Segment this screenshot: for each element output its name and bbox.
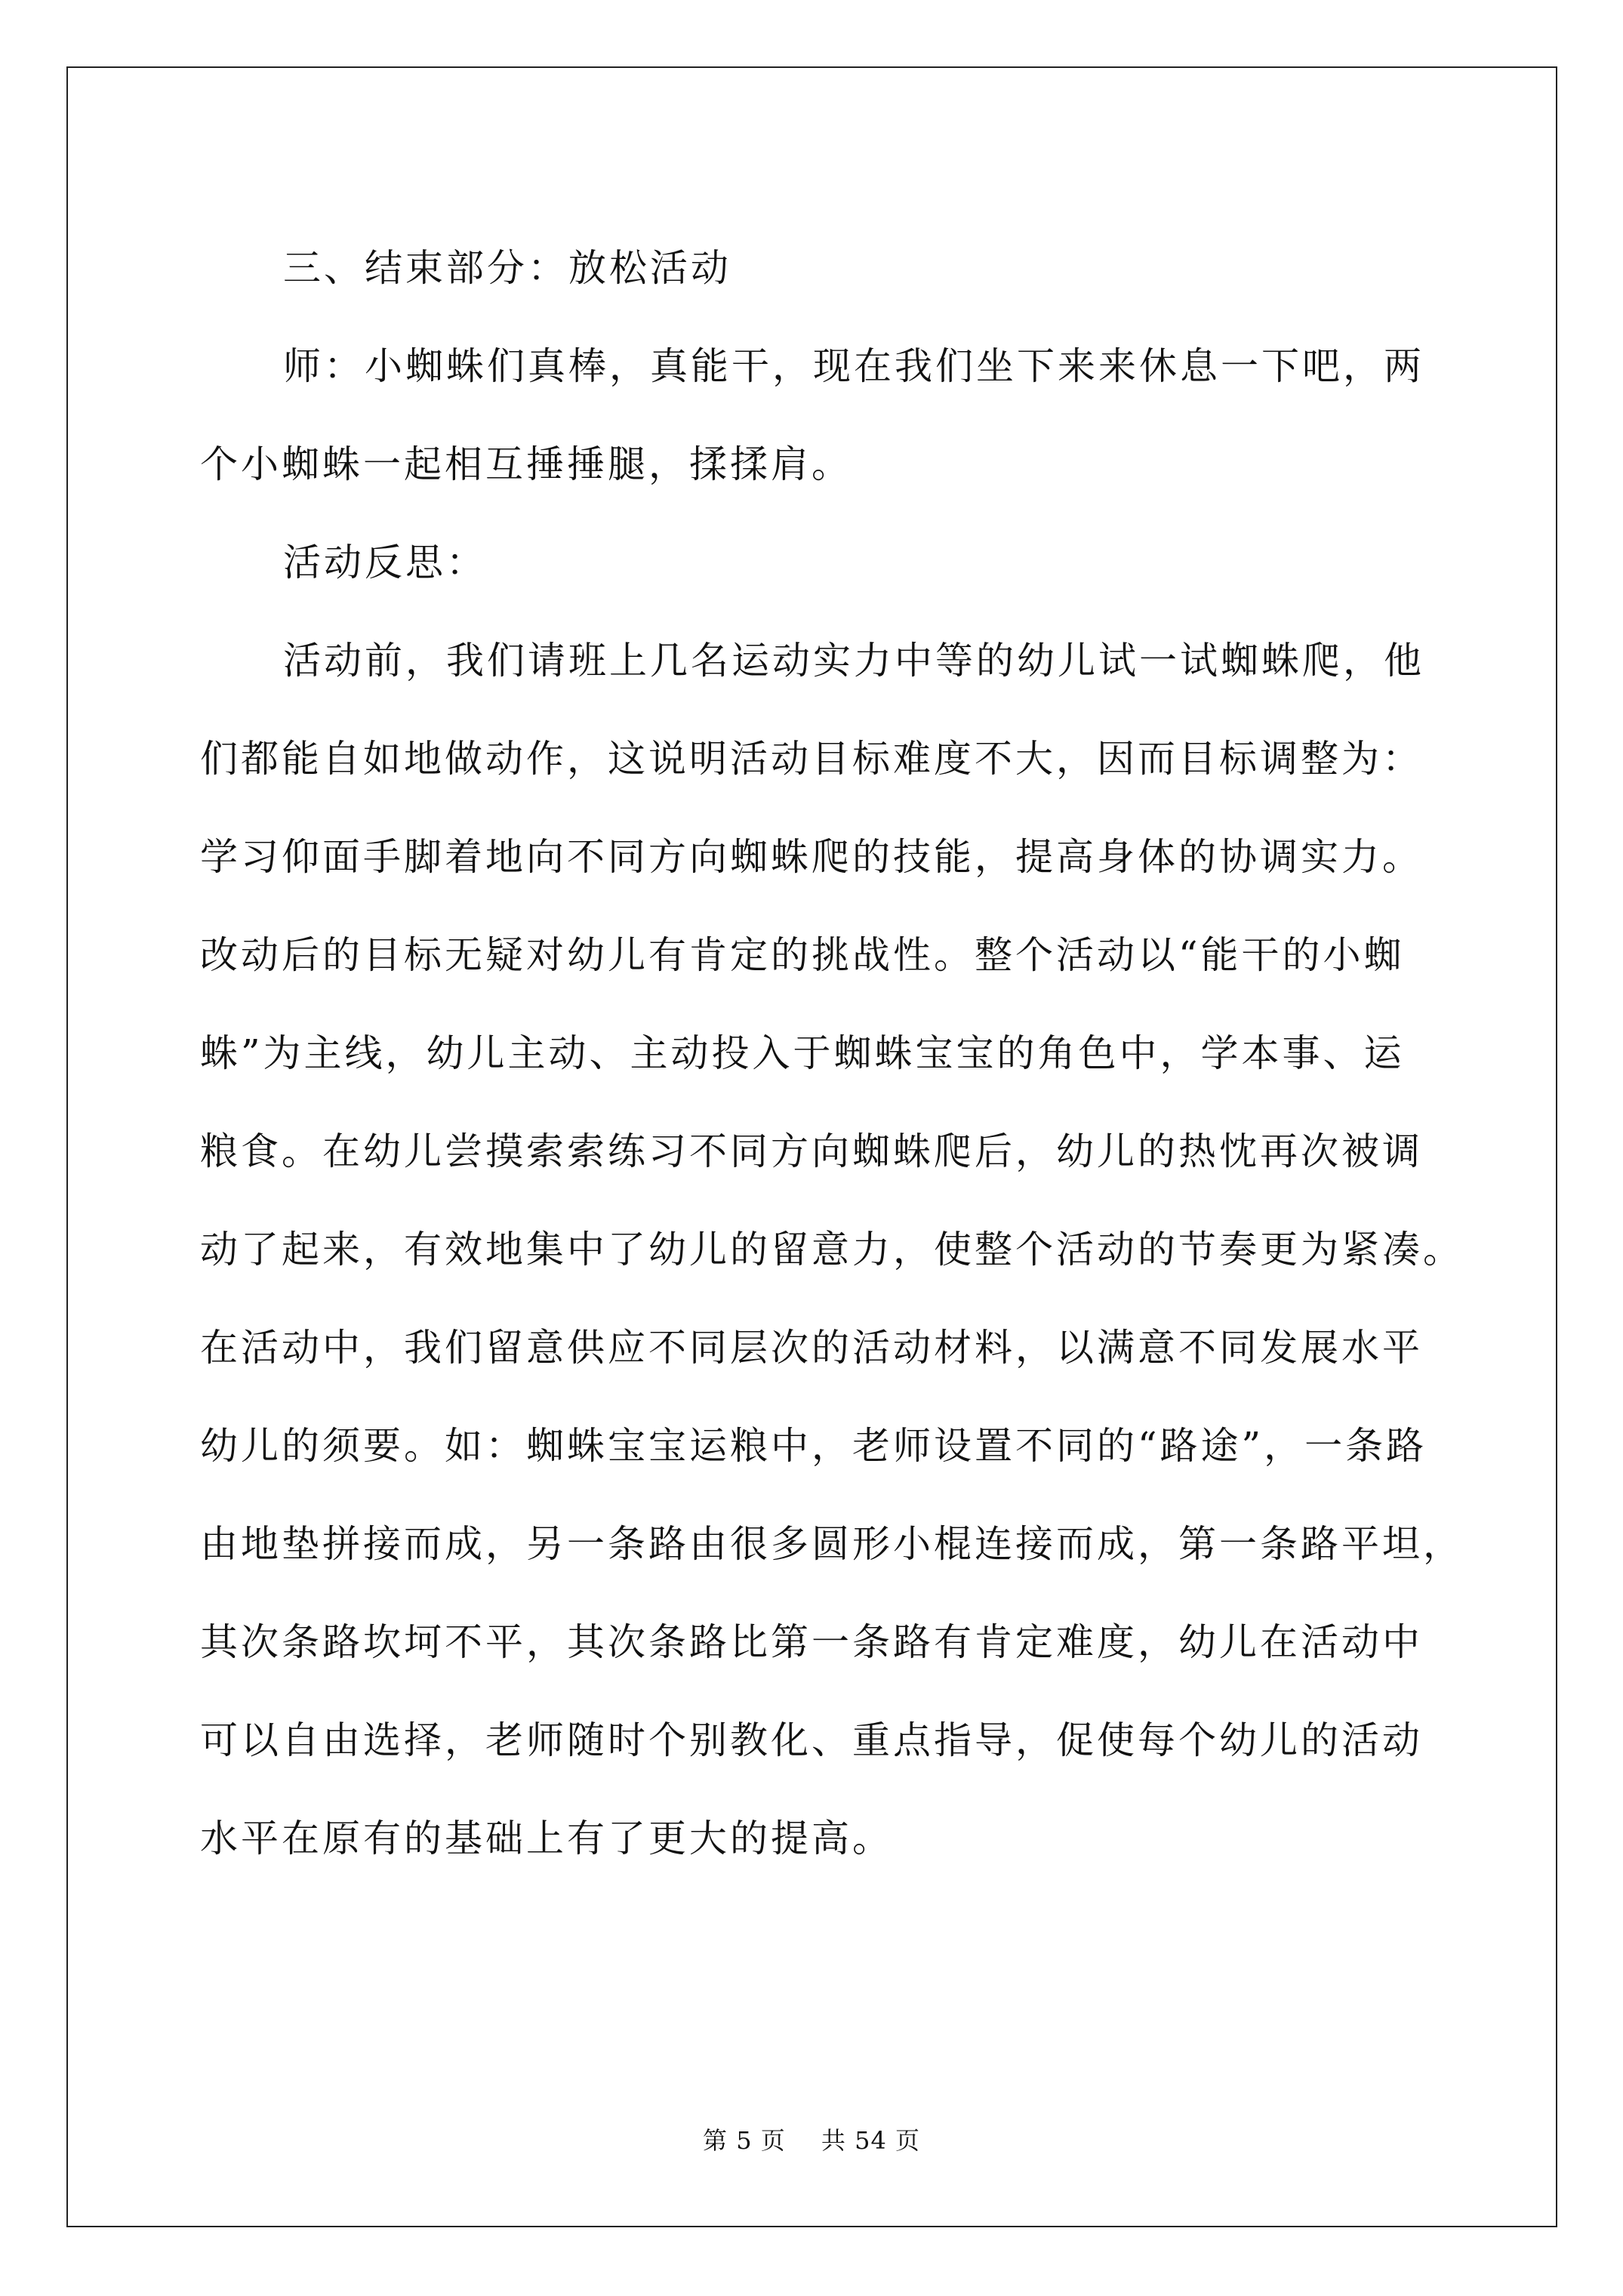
paragraph-line: 幼儿的须要。如：蜘蛛宝宝运粮中，老师设置不同的“路途”，一条路 [200,1424,1427,1468]
paragraph-line: 们都能自如地做动作，这说明活动目标难度不大，因而目标调整为： [200,737,1423,781]
paragraph-line: 可以自由选择，老师随时个别教化、重点指导，促使每个幼儿的活动 [200,1718,1423,1762]
paragraph-line: 活动前，我们请班上几名运动实力中等的幼儿试一试蜘蛛爬，他 [283,639,1424,683]
page-total: 共 54 页 [821,2126,920,2155]
page-number: 第 5 页 [703,2126,786,2155]
section-heading: 三、结束部分：放松活动 [283,246,731,290]
paragraph-line: 在活动中，我们留意供应不同层次的活动材料，以满意不同发展水平 [200,1326,1423,1370]
paragraph-line: 蛛”为主线，幼儿主动、主动投入于蜘蛛宝宝的角色中，学本事、运 [200,1031,1405,1075]
paragraph-line: 个小蜘蛛一起相互捶捶腿，揉揉肩。 [200,442,852,486]
paragraph-line: 水平在原有的基础上有了更大的提高。 [200,1817,893,1860]
paragraph-line: 改动后的目标无疑对幼儿有肯定的挑战性。整个活动以“能干的小蜘 [200,933,1405,977]
page-footer [0,2122,1623,2156]
paragraph-line: 由地垫拼接而成，另一条路由很多圆形小棍连接而成，第一条路平坦， [200,1522,1464,1566]
paragraph-line: 动了起来，有效地集中了幼儿的留意力，使整个活动的节奏更为紧凑。 [200,1228,1464,1271]
reflection-title: 活动反思： [283,541,487,584]
paragraph-line: 师：小蜘蛛们真棒，真能干，现在我们坐下来来休息一下吧，两 [283,344,1424,388]
document-body [200,219,1464,1888]
reflection-paragraph [200,612,1464,1888]
paragraph-line: 其次条路坎坷不平，其次条路比第一条路有肯定难度，幼儿在活动中 [200,1620,1423,1664]
teacher-paragraph [200,317,1431,513]
paragraph-line: 粮食。在幼儿尝摸索索练习不同方向蜘蛛爬后，幼儿的热忱再次被调 [200,1130,1423,1173]
paragraph-line: 学习仰面手脚着地向不同方向蜘蛛爬的技能，提高身体的协调实力。 [200,835,1423,879]
